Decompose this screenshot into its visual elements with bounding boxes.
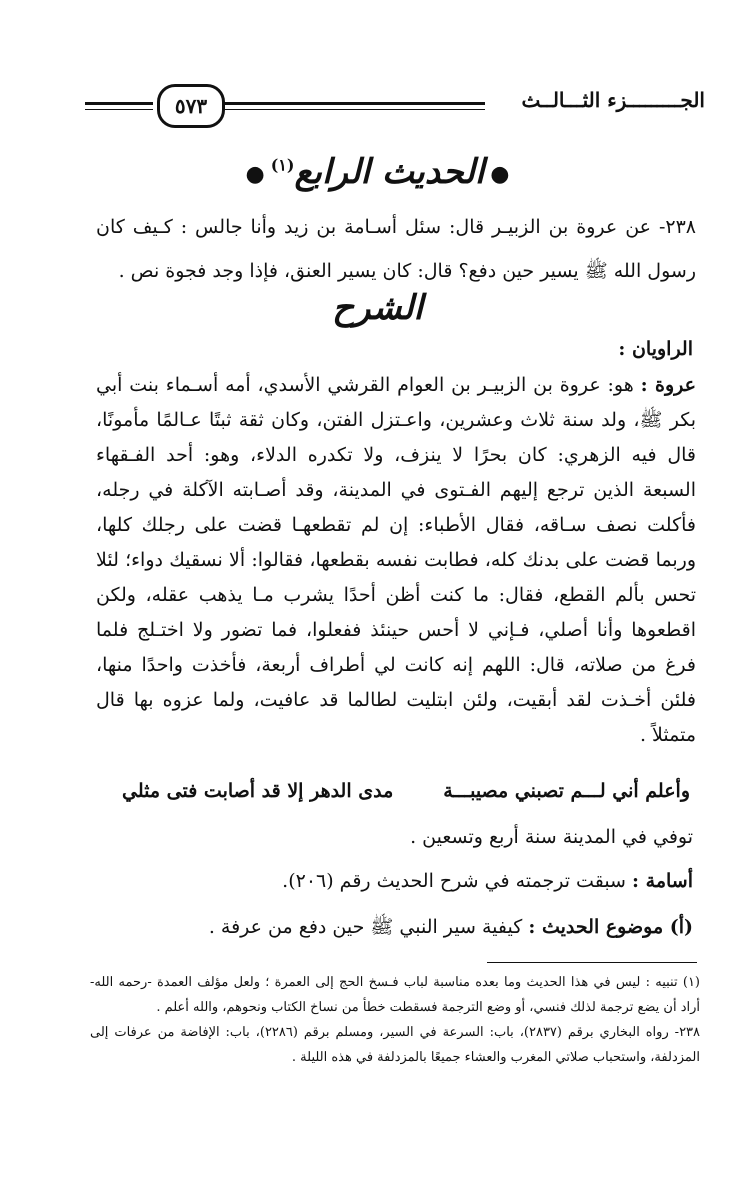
biography-term: عروة :	[640, 374, 696, 396]
header-rule-left	[85, 102, 153, 105]
narrators-label: الراويان :	[618, 338, 693, 360]
section-heading	[0, 152, 755, 192]
topic-term: (أ) موضوع الحديث :	[528, 916, 693, 938]
usama-entry	[282, 870, 693, 892]
footnote-1: (١) تنبيه : ليس في هذا الحديث وما بعده مناسبة لباب فـسخ الحج إلى العمرة ؛ ولعل مؤلف العمدة -رحمه الله- أراد أن يضع ترجمة لذلك فنسي، أو وضع الترجمة فسقطت خطأ من نساخ الكتاب ونحوهم، والله أعلم .	[90, 975, 700, 1015]
usama-text: سبقت ترجمته في شرح الحديث رقم (٢٠٦).	[282, 870, 626, 892]
usama-term: أسامة :	[632, 870, 693, 892]
heading-title: الحديث الرابع	[294, 152, 485, 192]
page-number: ٥٧٣	[157, 84, 225, 128]
footnote-marker: (١)	[270, 155, 295, 175]
poem-verse	[90, 780, 690, 816]
footnote-2: ٢٣٨- رواه البخاري برقم (٢٨٣٧)، باب: السرعة في السير، ومسلم برقم (٢٢٨٦)، باب: الإفاضة من عرفات إلى المزدلفة، واستحباب صلاتي المغرب والعشاء جميعًا بالمزدلفة في هذه الليلة .	[90, 1025, 701, 1065]
urwa-biography	[96, 368, 696, 753]
death-note: توفي في المدينة سنة أربع وتسعين .	[410, 826, 693, 848]
footnotes	[90, 970, 700, 1070]
header-rule-right	[223, 102, 485, 105]
sharh-title: الشرح	[332, 288, 423, 328]
bullet-dot-icon: ●	[245, 161, 265, 187]
biography-text: هو: عروة بن الزبيـر بن العوام القرشي الأسدي، أمه أسـماء بنت أبي بكر ﷺ، ولد سنة ثلاث وعشرين، واعـتزل الفتن، وكان ثقة ثبتًا عـالمًا مأمونًا، قال فيه الزهري: كان بحرًا لا ينزف، ولا تكدره الدلاء، وهو: أحد الفـقهاء السبعة الذين ترجع إليهم الفـتوى في المدينة، وقد أصـابته الآكلة في رجله، فأكلت نصف سـاقه، فقال الأطباء: إن لم تقطعهـا قضت على رجلك كلها، وربما قضت على بدنك كله، فطابت نفسه بقطعها، فقالوا: ألا نسقيك دواء؛ لئلا تحس بألم القطع، فقال: ما كنت أظن أحدًا يشرب مـا يذهب عقله، ولكن اقطعوها وأنا أصلي، فـإني لا أحس حينئذ ففعلوا، فما تضور ولا اختـلج فلما فرغ من صلاته، قال: اللهم إنه كانت لي أطراف أربعة، فأخذت واحدًا منها، فلئن أخـذت لقد أبقيت، ولئن ابتليت لطالما قد عافيت، ولما عزوه بها قال متمثلاً .	[96, 374, 696, 746]
page-header	[85, 78, 705, 138]
poem-hemistich-1: وأعلم أني لـــم تصبني مصيبـــة	[443, 780, 690, 802]
topic-entry	[209, 915, 693, 943]
topic-text: كيفية سير النبي ﷺ حين دفع من عرفة .	[208, 916, 523, 938]
hadith-text: ٢٣٨- عن عروة بن الزبيـر قال: سئل أسـامة بن زيد وأنا جالس : كـيف كان رسول الله ﷺ يسير حين دفع؟ قال: كان يسير العنق، فإذا وجد فجوة نص .	[96, 216, 696, 282]
bullet-dot-icon: ●	[490, 161, 510, 187]
poem-hemistich-2: مدى الدهر إلا قد أصابت فتى مثلي	[122, 780, 394, 802]
footnote-divider	[487, 962, 697, 963]
running-title: الجـــــــــزء الثـــالــث	[521, 88, 705, 112]
